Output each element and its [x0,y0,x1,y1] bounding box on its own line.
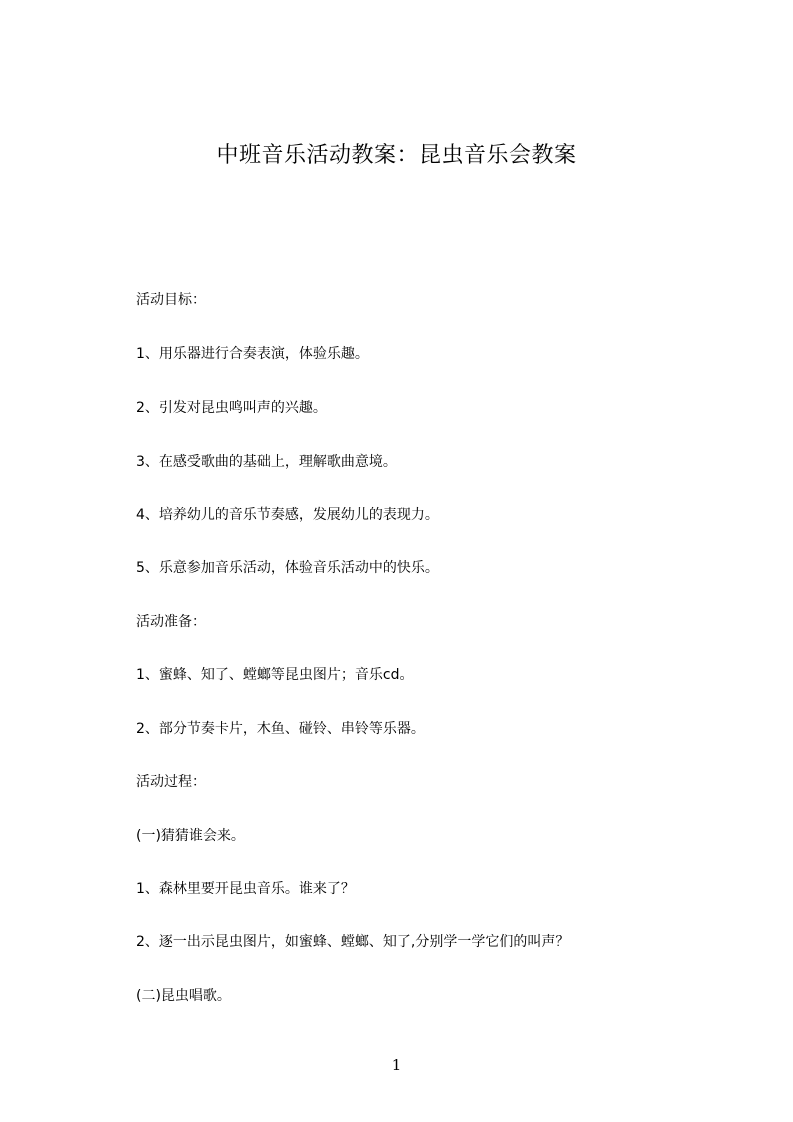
section-heading-preparation: 活动准备： [136,614,206,630]
paragraph: (二)昆虫唱歌。 [136,988,231,1004]
section-heading-process: 活动过程： [136,774,206,790]
page-number: 1 [391,1056,402,1074]
document-title: 中班音乐活动教案：昆虫音乐会教案 [216,143,577,168]
paragraph: 5、乐意参加音乐活动，体验音乐活动中的快乐。 [136,560,439,576]
paragraph: 2、逐一出示昆虫图片，如蜜蜂、螳螂、知了,分别学一学它们的叫声？ [136,934,570,950]
paragraph: 2、引发对昆虫鸣叫声的兴趣。 [136,400,327,416]
section-heading-objectives: 活动目标： [136,292,206,308]
paragraph: 4、培养幼儿的音乐节奏感，发展幼儿的表现力。 [136,507,439,523]
paragraph: 1、用乐器进行合奏表演，体验乐趣。 [136,346,369,362]
paragraph: 3、在感受歌曲的基础上，理解歌曲意境。 [136,454,397,470]
paragraph: (一)猜猜谁会来。 [136,828,245,844]
paragraph: 1、蜜蜂、知了、螳螂等昆虫图片；音乐cd。 [136,667,414,683]
paragraph: 2、部分节奏卡片，木鱼、碰铃、串铃等乐器。 [136,721,425,737]
paragraph: 1、森林里要开昆虫音乐。谁来了？ [136,881,355,897]
